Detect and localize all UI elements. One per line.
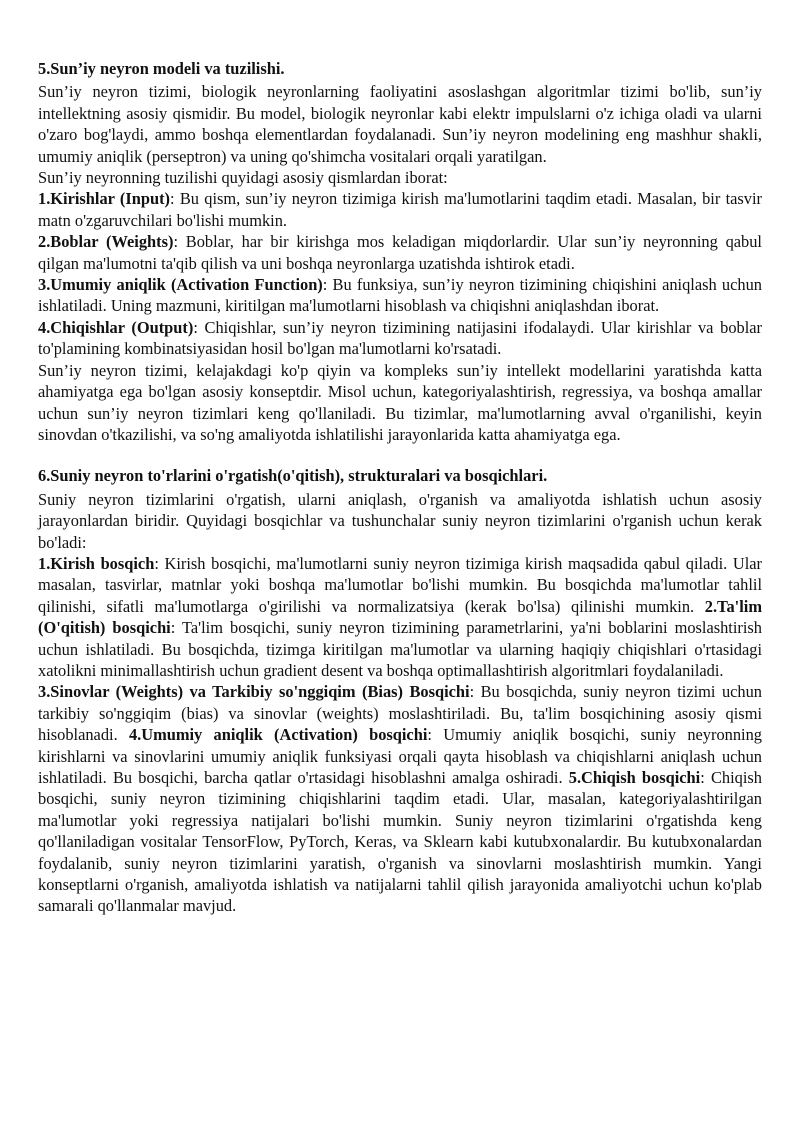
- stage-text: : Kirish bosqichi, ma'lumotlarni suniy neyron tizimiga kirish maqsadida qabul qiladi. Ular masalan, tasvirlar, matnlar yoki boshqa ma'lumotlar bo'lishi mumkin. Bu bosqichda ma'lumotlar tahlil qilinishi, sifatli ma'lumotlarga o'girilishi va normalizatsiya (kerak bo'lsa) qilinishi mumkin.: [38, 553, 762, 616]
- section-5-intro: Sun’iy neyron tizimi, biologik neyronlarning faoliyatini asoslashgan algoritmlar tizimi bo'lib, sun’iy intellektning asosiy qismidir. Bu model, biologik neyronlar kabi elektr impulslarni o'z ichiga oladi va ularni o'zaro bog'laydi, ammo boshqa elementlardan foydalanadi. Sun’iy neyron modelining eng mashhur shakli, umumiy aniqlik (perseptron) va uning qo'shimcha vositalari orqali yaratilgan.: [38, 82, 762, 166]
- section-5-item-input: [38, 188, 762, 231]
- stage-term: 4.Umumiy aniqlik (Activation) bosqichi: [128, 725, 428, 745]
- section-5-item-output: [38, 317, 762, 360]
- stage-term: 2.Ta'lim (O'qitish) bosqichi: [38, 596, 762, 638]
- stage-text: : Ta'lim bosqichi, suniy neyron tizimining parametrlarini, ya'ni boblarini moslashtirish uchun ishlatiladi. Bu bosqichda, tizimga kiritilgan ma'lumotlar va ularning haqiqiy chiqishlari o'rtasidagi xatolikni minimallashtirish uchun gradient desent va boshqa optimallashtirish algoritmlari foydalaniladi.: [38, 618, 762, 680]
- section-gap: [38, 445, 762, 465]
- stage-term: 1.Kirish bosqich: [38, 553, 155, 573]
- section-5-heading: 5.Sun’iy neyron modeli va tuzilishi.: [38, 59, 285, 78]
- section-5-structure-intro: Sun’iy neyronning tuzilishi quyidagi asosiy qismlardan iborat:: [38, 168, 448, 188]
- item-term: 1.Kirishlar (Input): [38, 189, 171, 209]
- item-text: : Boblar, har bir kirishga mos keladigan miqdorlardir. Ular sun’iy neyronning qabul qilgan ma'lumotni ta'qib qilish va uni boshqa neyronlarga uzatishda ishtirok etadi.: [38, 232, 762, 273]
- section-6-heading: 6.Suniy neyron to'rlarini o'rgatish(o'qitish), strukturalari va bosqichlari.: [38, 466, 548, 486]
- stage-term: 5.Chiqish bosqichi: [568, 768, 701, 787]
- item-text: : Chiqishlar, sun’iy neyron tizimining natijasini ifodalaydi. Ular kirishlar va boblar to'plamining kombinatsiyasidan hosil bo'lgan ma'lumotlarni ko'rsatadi.: [38, 317, 763, 359]
- item-text: : Bu funksiya, sun’iy neyron tizimining chiqishini aniqlash uchun ishlatiladi. Uning mazmuni, kiritilgan ma'lumotlarni hisoblash va chiqishni aniqlashdan iborat.: [38, 275, 762, 316]
- stage-text: : Chiqish bosqichi, suniy neyron tizimining chiqishlarini taqdim etadi. Ular, masalan, kategoriyalashtirilgan ma'lumotlar yoki regressiya natijalari bo'lishi mumkin. Suniy neyron tizimlarini o'rgatishda keng qo'llaniladigan vositalar TensorFlow, PyTorch, Keras, va Sklearn kabi kutubxonalardir. Bu kutubxonalardan foydalanib, suniy neyron tizimlarini yaratish, o'rganish va sinovlarni moslashtirish mumkin. Yangi konseptlarni o'rganish, amaliyotda ishlatish va natijalarni tahlil qilish jarayonida amaliyotchi uchun ko'plab samarali qo'llanmalar mavjud.: [38, 768, 762, 916]
- item-term: 2.Boblar (Weights): [38, 232, 174, 252]
- section-6-intro: Suniy neyron tizimlarini o'rgatish, ularni aniqlash, o'rganish va amaliyotda ishlatish uchun asosiy jarayonlardan biridir. Quyidagi bosqichlar va tushunchalar suniy neyron tizimlarini o'rganish uchun kerak bo'ladi:: [38, 489, 762, 552]
- item-term: 3.Umumiy aniqlik (Activation Function): [38, 275, 323, 295]
- stage-term: 3.Sinovlar (Weights) va Tarkibiy so'nggiqim (Bias) Bosqichi: [38, 682, 470, 702]
- item-text: : Bu qism, sun’iy neyron tizimiga kirish ma'lumotlarini taqdim etadi. Masalan, bir tasvir matn o'zgaruvchilari bo'lishi mumkin.: [38, 189, 762, 230]
- stage-text: : Bu bosqichda, suniy neyron tizimi uchun tarkibiy so'nggiqim (bias) va sinovlar (weights) moslashtiriladi. Bu, ta'lim bosqichining asosiy qismi hisoblanadi.: [38, 682, 763, 745]
- section-5-item-activation: [38, 274, 762, 317]
- section-5-item-weights: [38, 231, 762, 274]
- section-6-paragraph-2: [38, 681, 762, 916]
- section-6-paragraph-1: [38, 553, 762, 681]
- stage-text: : Umumiy aniqlik bosqichi, suniy neyronning kirishlarni va sinovlarini umumiy aniqlik funksiyasi orqali qayta hisoblash va chiqishlarni aniqlash uchun ishlatiladi. Bu bosqichi, barcha qatlar o'rtasidagi hisoblashni amalga oshiradi.: [38, 725, 762, 787]
- item-term: 4.Chiqishlar (Output): [38, 317, 194, 337]
- section-5-conclusion: Sun’iy neyron tizimi, kelajakdagi ko'p qiyin va kompleks sun’iy intellekt modellarini yaratishda katta ahamiyatga ega bo'lgan asosiy konseptdir. Misol uchun, kategoriyalashtirish, regressiya, va boshqa amallar uchun sun’iy neyron tizimlari keng qo'llaniladi. Bu tizimlar, ma'lumotlarning avval o'rganilishi, keyin sinovdan o'tkazilishi, va so'ng amaliyotda ishlatilishi jarayonlarida katta ahamiyatga ega.: [38, 360, 762, 444]
